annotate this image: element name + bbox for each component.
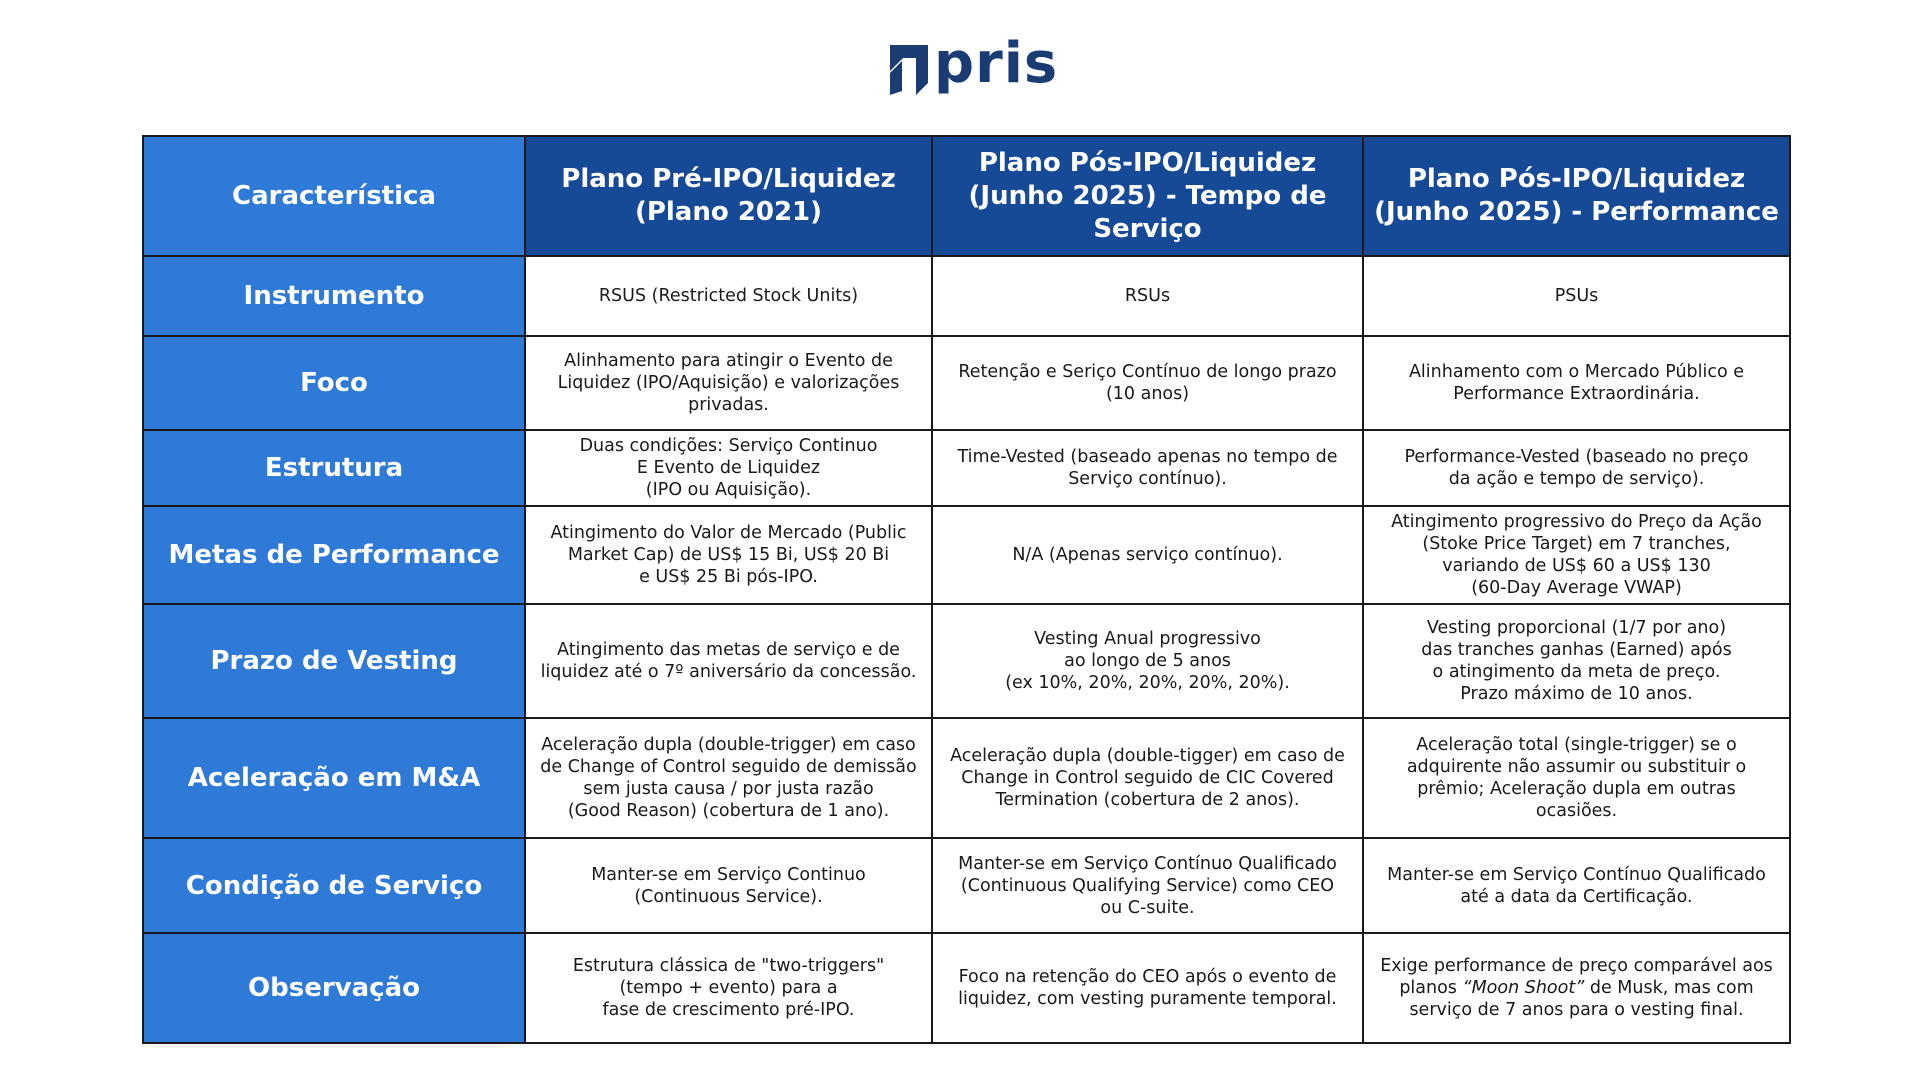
table-cell: Atingimento do Valor de Mercado (Public Market Cap) de US$ 15 Bi, US$ 20 Bi e US$ 25 Bi pós-IPO. xyxy=(525,506,932,604)
feature-label: Estrutura xyxy=(143,430,525,506)
table-cell: Atingimento progressivo do Preço da Ação (Stoke Price Target) em 7 tranches, variando de US$ 60 a US$ 130 (60-Day Average VWAP) xyxy=(1363,506,1790,604)
comparison-table xyxy=(142,135,1791,1044)
table-row xyxy=(143,430,1790,506)
table-cell: Aceleração total (single-trigger) se o adquirente não assumir ou substituir o prêmio; Aceleração dupla em outras ocasiões. xyxy=(1363,718,1790,838)
table-row xyxy=(143,336,1790,430)
cell-text-after: de Musk, mas com serviço de 7 anos para o vesting final. xyxy=(1409,978,1754,1020)
table-cell: Vesting proporcional (1/7 por ano) das tranches ganhas (Earned) após o atingimento da meta de preço. Prazo máximo de 10 anos. xyxy=(1363,604,1790,718)
table-row xyxy=(143,604,1790,718)
brand-name: pris xyxy=(934,31,1059,96)
header-plan-pos-ipo-service: Plano Pós-IPO/Liquidez (Junho 2025) - Tempo de Serviço xyxy=(932,136,1363,256)
logo-mark-icon xyxy=(890,45,928,95)
table-cell: Estrutura clássica de "two-triggers" (tempo + evento) para a fase de crescimento pré-IPO. xyxy=(525,933,932,1043)
table-cell: Alinhamento com o Mercado Público e Performance Extraordinária. xyxy=(1363,336,1790,430)
table-cell-with-italic xyxy=(1363,933,1790,1043)
table-cell: Alinhamento para atingir o Evento de Liquidez (IPO/Aquisição) e valorizações privadas. xyxy=(525,336,932,430)
header-plan-pos-ipo-performance: Plano Pós-IPO/Liquidez (Junho 2025) - Performance xyxy=(1363,136,1790,256)
feature-label: Observação xyxy=(143,933,525,1043)
feature-label: Foco xyxy=(143,336,525,430)
feature-label: Condição de Serviço xyxy=(143,838,525,933)
cell-text-italic: “Moon Shoot” xyxy=(1462,978,1585,998)
table-cell: Atingimento das metas de serviço e de liquidez até o 7º aniversário da concessão. xyxy=(525,604,932,718)
header-row xyxy=(143,136,1790,256)
table-cell: Manter-se em Serviço Continuo (Continuous Service). xyxy=(525,838,932,933)
feature-label: Instrumento xyxy=(143,256,525,336)
header-feature: Característica xyxy=(143,136,525,256)
table-cell: Retenção e Seriço Contínuo de longo prazo (10 anos) xyxy=(932,336,1363,430)
table-cell: RSUs xyxy=(932,256,1363,336)
table-cell: Vesting Anual progressivo ao longo de 5 anos (ex 10%, 20%, 20%, 20%, 20%). xyxy=(932,604,1363,718)
cell-text-before: Exige performance de preço comparável aos planos xyxy=(1380,956,1773,998)
table-cell: N/A (Apenas serviço contínuo). xyxy=(932,506,1363,604)
table-cell: PSUs xyxy=(1363,256,1790,336)
table-cell: Duas condições: Serviço Continuo E Evento de Liquidez (IPO ou Aquisição). xyxy=(525,430,932,506)
brand-logo xyxy=(890,31,1059,98)
table-cell: Time-Vested (baseado apenas no tempo de Serviço contínuo). xyxy=(932,430,1363,506)
table-cell: Manter-se em Serviço Contínuo Qualificado até a data da Certificação. xyxy=(1363,838,1790,933)
table-row xyxy=(143,256,1790,336)
table-row xyxy=(143,838,1790,933)
table-cell: RSUS (Restricted Stock Units) xyxy=(525,256,932,336)
table-cell: Foco na retenção do CEO após o evento de liquidez, com vesting puramente temporal. xyxy=(932,933,1363,1043)
table-row xyxy=(143,506,1790,604)
feature-label: Aceleração em M&A xyxy=(143,718,525,838)
feature-label: Metas de Performance xyxy=(143,506,525,604)
table-cell: Aceleração dupla (double-trigger) em caso de Change of Control seguido de demissão sem justa causa / por justa razão (Good Reason) (cobertura de 1 ano). xyxy=(525,718,932,838)
feature-label: Prazo de Vesting xyxy=(143,604,525,718)
table-cell: Performance-Vested (baseado no preço da ação e tempo de serviço). xyxy=(1363,430,1790,506)
table-row xyxy=(143,718,1790,838)
header-plan-pre-ipo: Plano Pré-IPO/Liquidez (Plano 2021) xyxy=(525,136,932,256)
table-cell: Aceleração dupla (double-tigger) em caso de Change in Control seguido de CIC Covered Termination (cobertura de 2 anos). xyxy=(932,718,1363,838)
table-cell: Manter-se em Serviço Contínuo Qualificado (Continuous Qualifying Service) como CEO ou C-suite. xyxy=(932,838,1363,933)
table-row xyxy=(143,933,1790,1043)
